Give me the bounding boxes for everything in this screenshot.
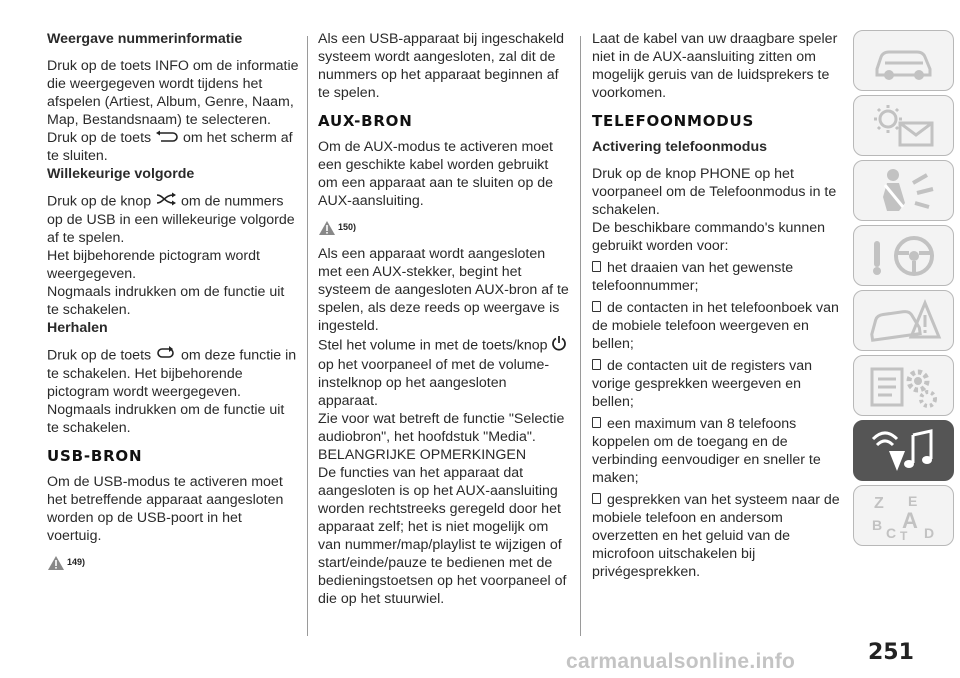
- tab-safety[interactable]: [853, 160, 954, 221]
- breakdown-icon: [865, 297, 943, 345]
- paragraph: Druk op de toets om het scherm af te sluiten.: [47, 130, 293, 165]
- bullet-square-icon: [592, 417, 601, 428]
- shuffle-icon: [155, 192, 177, 211]
- bullet-square-icon: [592, 261, 601, 272]
- paragraph: Druk op de toets INFO om de informatie die weergegeven wordt tijdens het afspelen (Artiest, Album, Genre, Naam, Map, Bestandsnaam) te selecteren.: [47, 58, 299, 128]
- tab-dashboard-lights[interactable]: [853, 95, 954, 156]
- column-1: [47, 30, 299, 571]
- tab-index[interactable]: [853, 485, 954, 546]
- paragraph: Nogmaals indrukken om de functie uit te schakelen.: [47, 402, 285, 437]
- paragraph: Als een apparaat wordt aangesloten met een AUX-stekker, begint het systeem de aangesloten AUX-bron af te spelen, als deze reeds op weergave is ingesteld.: [318, 246, 569, 334]
- warning-reference: 149): [47, 553, 299, 571]
- column-divider: [580, 36, 581, 636]
- heading-phone-activation: Activering telefoonmodus: [592, 139, 767, 155]
- tab-multimedia[interactable]: [853, 420, 954, 481]
- list-item: de contacten in het telefoonboek van de mobiele telefoon weergeven en bellen;: [592, 300, 839, 352]
- warning-reference: 150): [318, 218, 570, 236]
- index-letter: C: [885, 524, 896, 541]
- warning-triangle-icon: [47, 555, 65, 571]
- repeat-icon: [155, 346, 177, 365]
- car-icon: [869, 41, 939, 81]
- chapter-sidebar: [853, 30, 960, 550]
- bullet-square-icon: [592, 359, 601, 370]
- paragraph: De beschikbare commando's kunnen gebruikt worden voor:: [592, 220, 825, 254]
- maintenance-gears-icon: [866, 361, 942, 411]
- section-phone-mode: TELEFOONMODUS: [592, 112, 755, 130]
- paragraph: Als een USB-apparaat bij ingeschakeld systeem wordt aangesloten, zal dit de nummers op het apparaat beginnen af te spelen.: [318, 31, 565, 101]
- bullet-square-icon: [592, 493, 601, 504]
- tab-starting-driving[interactable]: [853, 225, 954, 286]
- index-letters-icon: [864, 490, 944, 542]
- warning-triangle-icon: [318, 220, 336, 236]
- list-item: de contacten uit de registers van vorige gesprekken weergeven en bellen;: [592, 358, 813, 410]
- paragraph: Om de AUX-modus te activeren moet een geschikte kabel worden gebruikt om een apparaat aan te sluiten op de AUX-aansluiting.: [318, 139, 554, 209]
- paragraph: Druk op de toets om deze functie in te schakelen. Het bijbehorende pictogram wordt weergegeven.: [47, 347, 297, 401]
- column-divider: [307, 36, 308, 636]
- watermark: carmanualsonline.info: [566, 650, 796, 673]
- heading-repeat: Herhalen: [47, 320, 108, 337]
- column-3: [592, 30, 842, 581]
- paragraph: Het bijbehorende pictogram wordt weergegeven.: [47, 248, 260, 283]
- power-volume-icon: [551, 335, 567, 356]
- paragraph: De functies van het apparaat dat aangesloten is op het AUX-aansluiting worden rechtstreeks geregeld door het apparaat zelf; het is niet mogelijk om van nummer/map/playlist te wijzigen of start/einde/pauze te bedienen met de bedieningstoetsen op het voorpaneel of die op het stuurwiel.: [318, 465, 567, 607]
- seatbelt-airbag-icon: [869, 167, 939, 215]
- paragraph: Nogmaals indrukken om de functie uit te schakelen.: [47, 284, 285, 319]
- page-number: 251: [868, 640, 914, 665]
- paragraph: Stel het volume in met de toets/knop op het voorpaneel of met de volume-instelknop op het aangesloten apparaat.: [318, 335, 570, 410]
- bullet-square-icon: [592, 301, 601, 312]
- paragraph: Om de USB-modus te activeren moet het betreffende apparaat aangesloten worden op de USB-poort in het voertuig.: [47, 474, 284, 545]
- paragraph: Druk op de knop PHONE op het voorpaneel om de Telefoonmodus in te schakelen.: [592, 166, 837, 218]
- heading-track-info: Weergave nummerinformatie: [47, 31, 243, 47]
- back-arrow-icon: [155, 129, 179, 147]
- tab-maintenance[interactable]: [853, 355, 954, 416]
- section-usb-source: USB-BRON: [47, 447, 143, 466]
- section-aux-source: AUX-BRON: [318, 112, 413, 130]
- index-letter: B: [871, 516, 882, 533]
- multimedia-music-icon: [869, 425, 939, 477]
- list-item: het draaien van het gewenste telefoonnummer;: [592, 260, 794, 294]
- tab-car[interactable]: [853, 30, 954, 91]
- paragraph: Laat de kabel van uw draagbare speler niet in de AUX-aansluiting zitten om mogelijk geruis van de luidsprekers te voorkomen.: [592, 31, 838, 101]
- heading-shuffle: Willekeurige volgorde: [47, 166, 195, 183]
- index-letter: E: [907, 492, 917, 509]
- list-item: gesprekken van het systeem naar de mobiele telefoon en andersom overzetten en het geluid van de microfoon uitschakelen bij privégesprekken.: [592, 492, 840, 580]
- index-letter: T: [899, 528, 907, 542]
- paragraph: BELANGRIJKE OPMERKINGEN: [318, 447, 527, 463]
- paragraph: Zie voor wat betreft de functie "Selectie audiobron", het hoofdstuk "Media".: [318, 411, 565, 445]
- column-2: [318, 30, 570, 608]
- tab-emergency[interactable]: [853, 290, 954, 351]
- list-item: een maximum van 8 telefoons koppelen om de toegang en de verbinding eenvoudiger en sneller te maken;: [592, 416, 821, 486]
- index-letter: A: [901, 507, 918, 533]
- paragraph: Druk op de knop om de nummers op de USB in een willekeurige volgorde af te spelen.: [47, 193, 295, 247]
- dashboard-lights-icon: [866, 103, 942, 149]
- index-letter: D: [923, 524, 934, 541]
- steering-wheel-icon: [864, 233, 944, 279]
- index-letter: Z: [873, 494, 884, 512]
